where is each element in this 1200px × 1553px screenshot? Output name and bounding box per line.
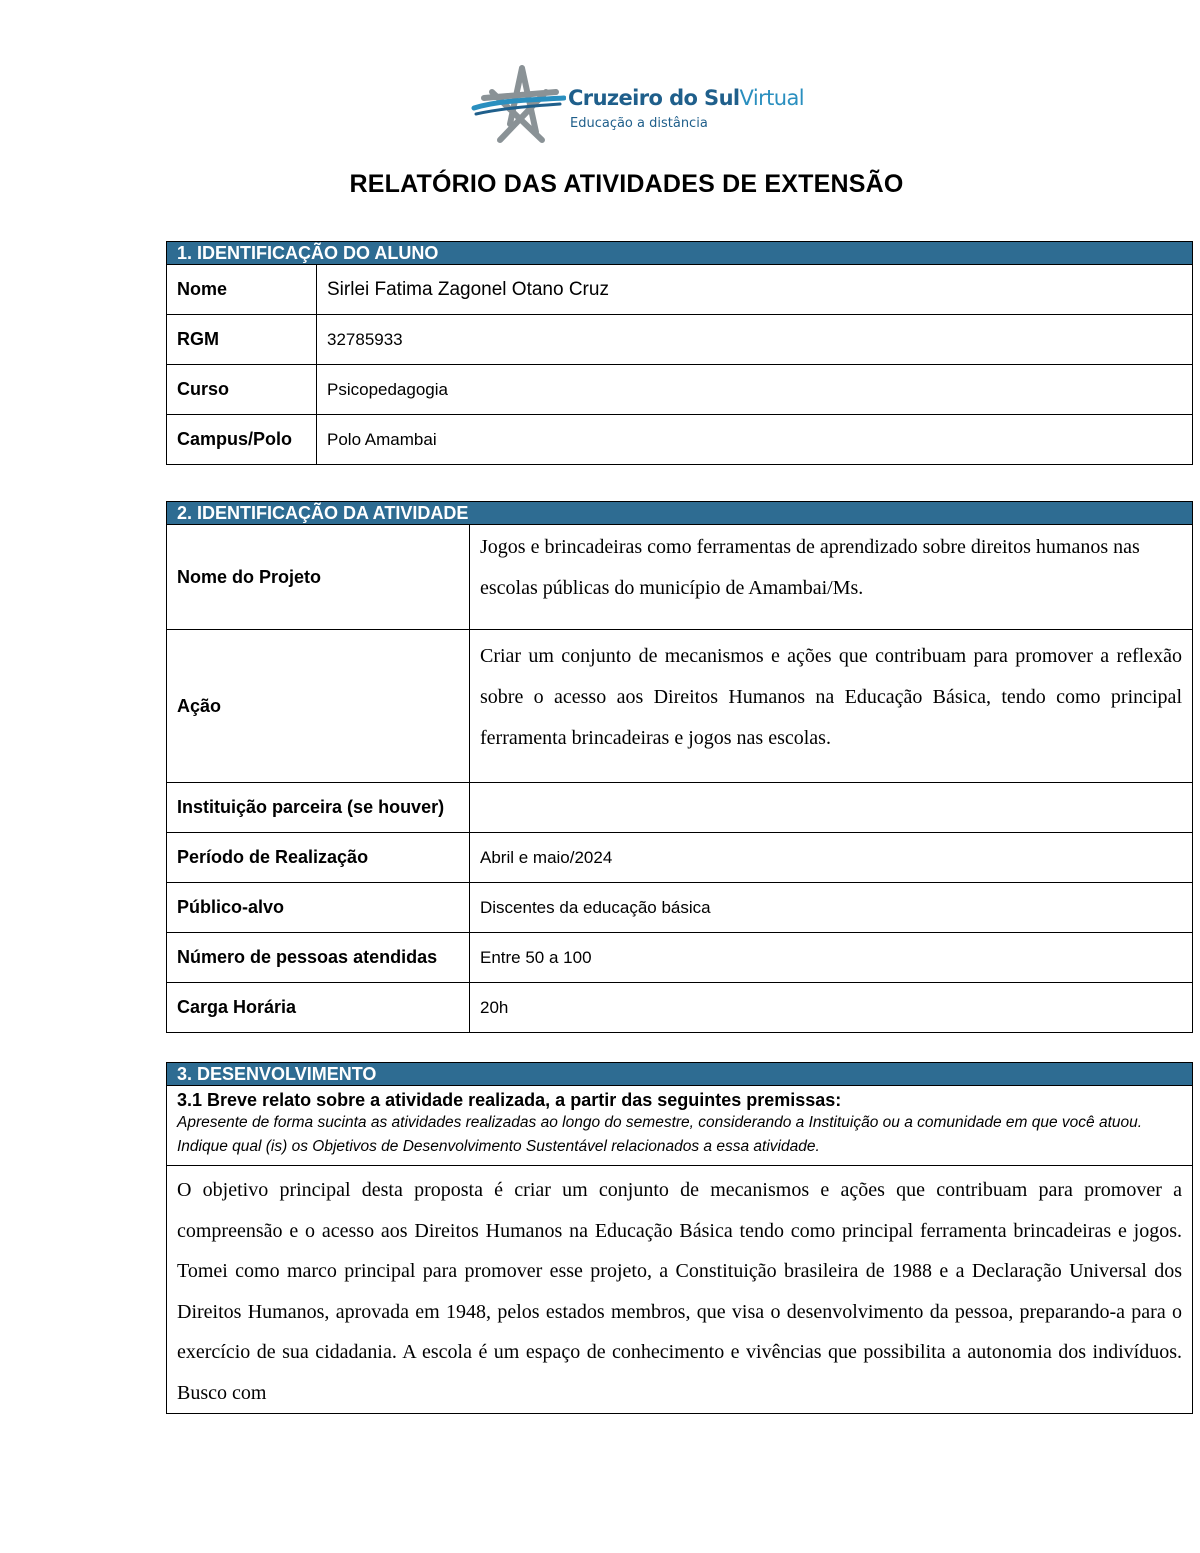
field-value: Psicopedagogia: [317, 365, 1193, 415]
field-value: Sirlei Fatima Zagonel Otano Cruz: [317, 265, 1193, 315]
field-label: Instituição parceira (se houver): [167, 783, 470, 833]
field-value: [470, 783, 1193, 833]
institution-logo: [470, 62, 804, 148]
premise-instructions: Apresente de forma sucinta as atividades realizadas ao longo do semestre, considerando a Instituição ou a comunidade em que você atuou. Indique qual (is) os Objetivos de Desenvolvimento Sustentável relacionados a essa atividade.: [177, 1114, 1143, 1155]
logo-tagline: Educação a distância: [570, 116, 708, 131]
page-title: RELATÓRIO DAS ATIVIDADES DE EXTENSÃO: [349, 170, 904, 198]
student-identification-table: [166, 241, 1193, 465]
field-label: Campus/Polo: [167, 415, 317, 465]
field-label: Curso: [167, 365, 317, 415]
field-label: Nome do Projeto: [167, 525, 470, 630]
field-value: Criar um conjunto de mecanismos e ações que contribuam para promover a reflexão sobre o acesso aos Direitos Humanos na Educação Básica, tendo como principal ferramenta brincadeiras e jogos nas escolas.: [470, 630, 1193, 783]
table-row: [167, 1086, 1193, 1166]
field-label: Público-alvo: [167, 883, 470, 933]
table-row: [167, 1166, 1193, 1414]
table-row: [167, 783, 1193, 833]
table-row: [167, 525, 1193, 630]
field-value: Polo Amambai: [317, 415, 1193, 465]
activity-identification-table: [166, 501, 1193, 1033]
field-value: Discentes da educação básica: [470, 883, 1193, 933]
table-row: [167, 315, 1193, 365]
report-body-text: O objetivo principal desta proposta é criar um conjunto de mecanismos e ações que contribuam para promover a compreensão e o acesso aos Direitos Humanos na Educação Básica tendo como principal ferramenta brincadeiras e jogos. Tomei como marco principal para promover esse projeto, a Constituição brasileira de 1988 e a Declaração Universal dos Direitos Humanos, aprovada em 1948, pelos estados membros, que visa o desenvolvimento da pessoa, preparando-a para o exercício de sua cidadania. A escola é um espaço de conhecimento e vivências que possibilita a autonomia dos indivíduos. Busco com: [167, 1166, 1193, 1414]
field-value: 20h: [470, 983, 1193, 1033]
logo-brand-text: Cruzeiro do SulVirtual: [568, 86, 804, 110]
table-row: [167, 365, 1193, 415]
table-row: [167, 933, 1193, 983]
field-value: Jogos e brincadeiras como ferramentas de aprendizado sobre direitos humanos nas escolas públicas do município de Amambai/Ms.: [470, 525, 1193, 630]
section-heading: 3. DESENVOLVIMENTO: [167, 1063, 1193, 1086]
table-row: [167, 983, 1193, 1033]
section-heading: 1. IDENTIFICAÇÃO DO ALUNO: [167, 242, 1193, 265]
table-row: [167, 415, 1193, 465]
star-logo-icon: [470, 62, 566, 148]
premise-cell: [167, 1086, 1193, 1166]
field-label: Carga Horária: [167, 983, 470, 1033]
premise-title: 3.1 Breve relato sobre a atividade realizada, a partir das seguintes premissas:: [177, 1090, 842, 1110]
field-label: Número de pessoas atendidas: [167, 933, 470, 983]
field-label: Ação: [167, 630, 470, 783]
field-label: Período de Realização: [167, 833, 470, 883]
field-label: RGM: [167, 315, 317, 365]
table-row: [167, 265, 1193, 315]
field-value: Abril e maio/2024: [470, 833, 1193, 883]
field-value: Entre 50 a 100: [470, 933, 1193, 983]
table-row: [167, 630, 1193, 783]
table-row: [167, 883, 1193, 933]
field-value: 32785933: [317, 315, 1193, 365]
section-heading: 2. IDENTIFICAÇÃO DA ATIVIDADE: [167, 502, 1193, 525]
development-table: [166, 1062, 1193, 1414]
table-row: [167, 833, 1193, 883]
field-label: Nome: [167, 265, 317, 315]
